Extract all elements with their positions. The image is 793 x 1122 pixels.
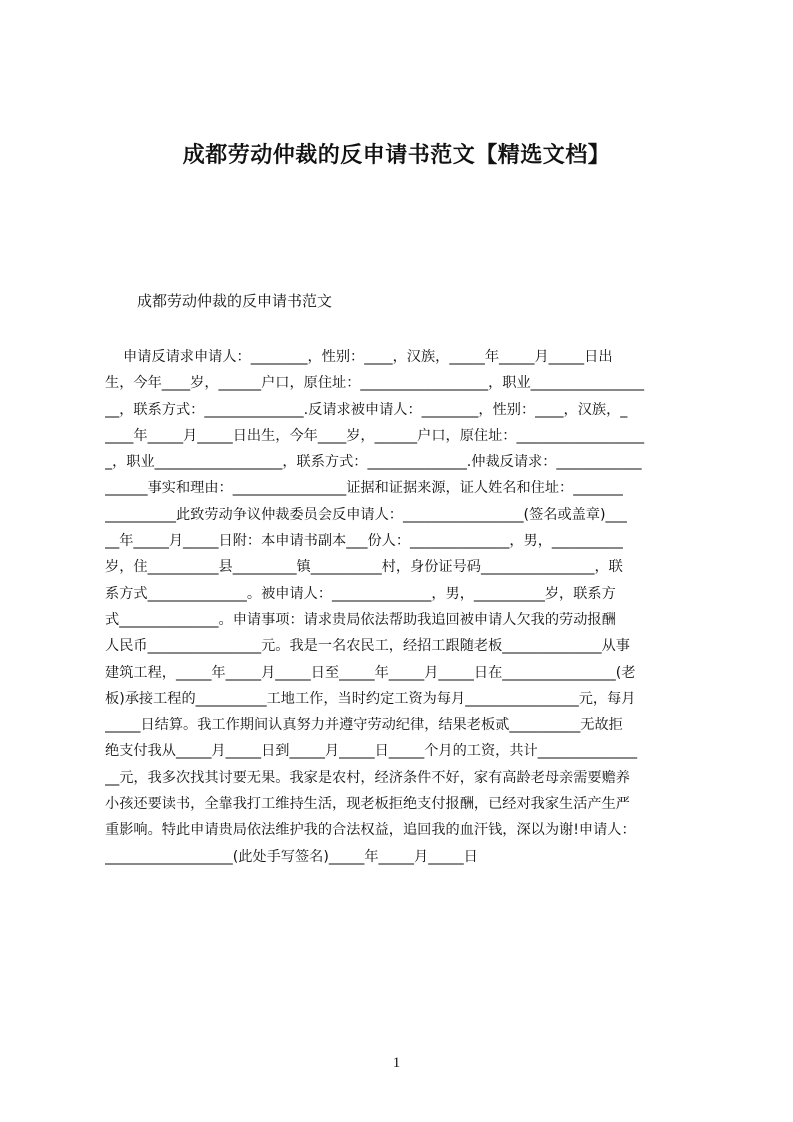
document-subtitle: 成都劳动仲裁的反申请书范文 [137, 292, 333, 310]
body-line: 绝支付我从_____月_____日到_____月_____日_____个月的工资，共计______________ [105, 743, 638, 760]
body-line: 申请反请求申请人：________，性别：____，汉族，_____年_____月_____日出 [105, 349, 613, 365]
body-line: 系方式______________。被申请人：______________，男，__________岁，联系方 [105, 585, 616, 602]
body-line: 岁，住__________县_________镇__________村，身份证号码________________，联 [105, 559, 623, 576]
body-line: 人民币________________元。我是一名农民工，经招工跟随老板______________从事 [105, 638, 630, 655]
body-line: __年_____月_____日附：本申请书副本___份人：______________，男，__________ [105, 533, 623, 550]
document-body [105, 344, 700, 870]
body-line: ______事实和理由：________________证据和证据来源，证人姓名和住址：_______ [105, 480, 623, 497]
body-line: __元，我多次找其讨要无果。我家是农村，经济条件不好，家有高龄老母亲需要赡养 [105, 769, 630, 786]
body-line: 板)承接工程的__________工地工作，当时约定工资为每月________________元，每月 [105, 690, 636, 707]
body-line: __________此致劳动争议仲裁委员会反申请人：_________________(签名或盖章)___ [105, 506, 627, 523]
body-line: 式______________。申请事项：请求贵局依法帮助我追回被申请人欠我的劳动报酬 [105, 611, 616, 628]
body-line: 建筑工程，_____年_____月_____日至_____年_____月_____日在________________(老 [105, 664, 636, 681]
body-line: ____年_____月_____日出生，今年____岁，______户口，原住址：__________________ [105, 427, 645, 444]
page-number: 1 [392, 1055, 401, 1071]
body-line: __________________(此处手写签名)_____年_____月_____日 [105, 848, 478, 865]
body-line: 小孩还要读书，全靠我打工维持生活，现老板拒绝支付报酬，已经对我家生活产生严 [105, 796, 630, 813]
body-line: _____日结算。我工作期间认真努力并遵守劳动纪律，结果老板贰__________无故拒 [105, 717, 623, 734]
body-line: 生，今年____岁，______户口，原住址：__________________，职业________________ [105, 375, 645, 392]
body-line: _，职业__________________，联系方式：______________.仲裁反请求：____________ [105, 454, 642, 471]
page-title: 成都劳动仲裁的反申请书范文【精选文档】 [182, 143, 611, 168]
body-line: __，联系方式：______________.反请求被申请人：________，性别：____，汉族，_ [105, 401, 628, 418]
body-line: 重影响。特此申请贵局依法维护我的合法权益，追回我的血汗钱，深以为谢!申请人： [105, 822, 636, 839]
